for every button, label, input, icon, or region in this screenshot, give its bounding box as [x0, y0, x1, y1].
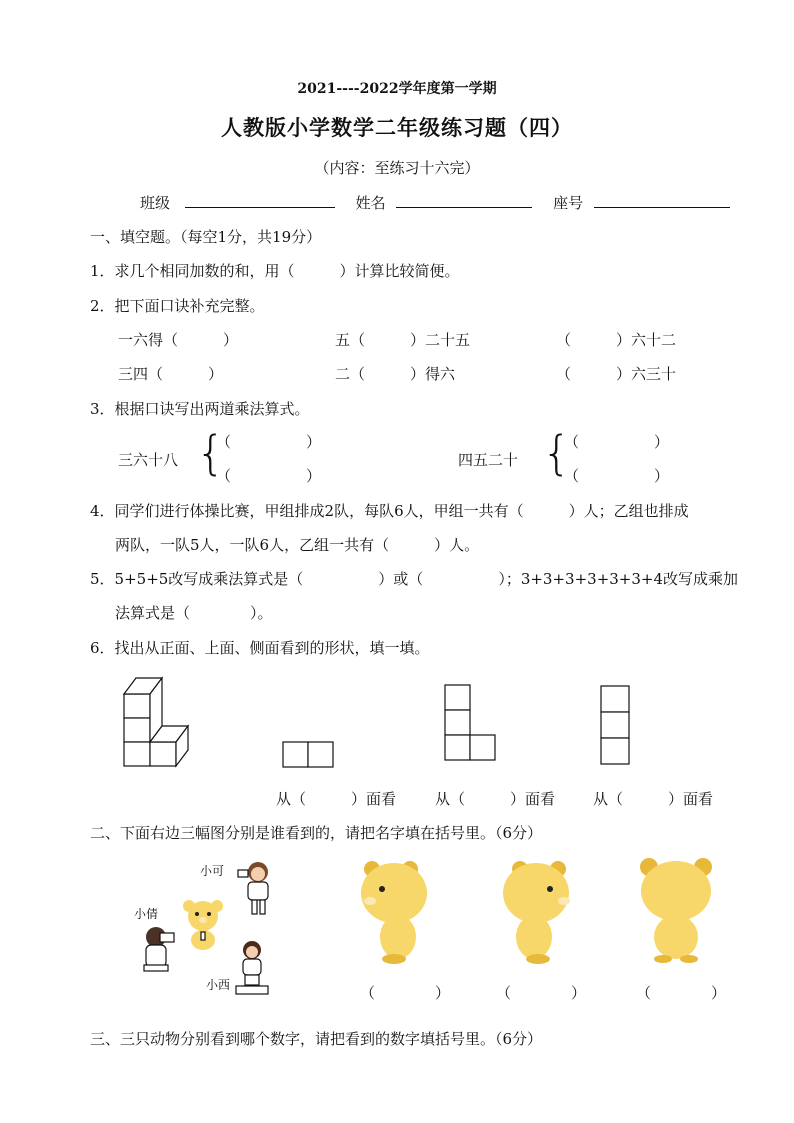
- question-2: 2．把下面口诀补充完整。: [90, 297, 265, 315]
- rhyme-right: 四五二十: [458, 451, 519, 469]
- rhyme-1-2: 五（ ）二十五: [335, 331, 471, 349]
- label-xiaoke: 小可: [200, 864, 225, 878]
- bear-view-side-left: [358, 855, 434, 965]
- seat-field[interactable]: [594, 193, 730, 208]
- label-xiaoqian: 小倩: [134, 907, 159, 921]
- rhyme-2-1: 三四（ ）: [118, 365, 224, 383]
- blank-left-1: （ ）: [216, 433, 322, 451]
- name-label: 姓名: [355, 194, 386, 212]
- section3-title: 三、三只动物分别看到哪个数字，请把看到的数字填括号里。（6分）: [90, 1030, 543, 1048]
- class-label: 班级: [140, 194, 171, 212]
- caption-2: 从（ ）面看: [435, 790, 556, 808]
- caption-3: 从（ ）面看: [593, 790, 714, 808]
- question-4-line1: 4．同学们进行体操比赛，甲组排成2队，每队6人，甲组一共有（ ）人；乙组也排成: [90, 502, 689, 520]
- answer-blank-1[interactable]: （ ）: [360, 984, 451, 1002]
- label-xiaoxi: 小西: [206, 978, 231, 992]
- child-xiaoxi-icon: [232, 940, 272, 998]
- section1-title: 一、填空题。（每空1分，共19分）: [90, 228, 322, 246]
- caption-1: 从（ ）面看: [276, 790, 397, 808]
- question-3: 3．根据口诀写出两道乘法算式。: [90, 400, 310, 418]
- view-shape-c: [600, 685, 632, 767]
- view-shape-b: [443, 684, 499, 762]
- bear-view-side-right: [500, 855, 576, 965]
- blank-right-2: （ ）: [564, 467, 670, 485]
- blank-right-1: （ ）: [564, 433, 670, 451]
- seat-label: 座号: [553, 194, 584, 212]
- rhyme-left: 三六十八: [118, 451, 179, 469]
- rhyme-1-3: （ ）六十二: [556, 331, 677, 349]
- class-field[interactable]: [185, 193, 335, 208]
- cube-stack-3d: [120, 672, 190, 768]
- question-6: 6．找出从正面、上面、侧面看到的形状，填一填。: [90, 639, 430, 657]
- page-title: 人教版小学数学二年级练习题（四）: [221, 115, 573, 140]
- bear-toy-icon: [178, 898, 228, 950]
- section2-title: 二、下面右边三幅图分别是谁看到的，请把名字填在括号里。（6分）: [90, 824, 543, 842]
- name-field[interactable]: [396, 193, 532, 208]
- question-4-line2: 两队，一队5人，一队6人，乙组一共有（ ）人。: [115, 536, 480, 554]
- left-brace: {: [196, 426, 226, 480]
- info-row: [140, 192, 730, 213]
- question-1: 1．求几个相同加数的和，用（ ）计算比较简便。: [90, 262, 460, 280]
- question-5-line2: 法算式是（ ）。: [115, 604, 273, 622]
- view-shape-a: [282, 740, 336, 768]
- rhyme-1-1: 一六得（ ）: [118, 331, 239, 349]
- question-5-line1: 5．5+5+5改写成乘法算式是（ ）或（ ）；3+3+3+3+3+3+4改写成乘加: [90, 570, 739, 588]
- rhyme-2-2: 二（ ）得六: [335, 365, 456, 383]
- term-line: 2021----2022学年度第一学期: [297, 81, 497, 97]
- child-xiaoqian-icon: [138, 925, 178, 973]
- answer-blank-3[interactable]: （ ）: [636, 984, 727, 1002]
- right-brace: {: [542, 426, 572, 480]
- answer-blank-2[interactable]: （ ）: [496, 984, 587, 1002]
- scope-line: （内容：至练习十六完）: [314, 159, 480, 177]
- rhyme-2-3: （ ）六三十: [556, 365, 677, 383]
- blank-left-2: （ ）: [216, 467, 322, 485]
- child-xiaoke-icon: [234, 858, 280, 918]
- bear-view-back: [637, 855, 717, 965]
